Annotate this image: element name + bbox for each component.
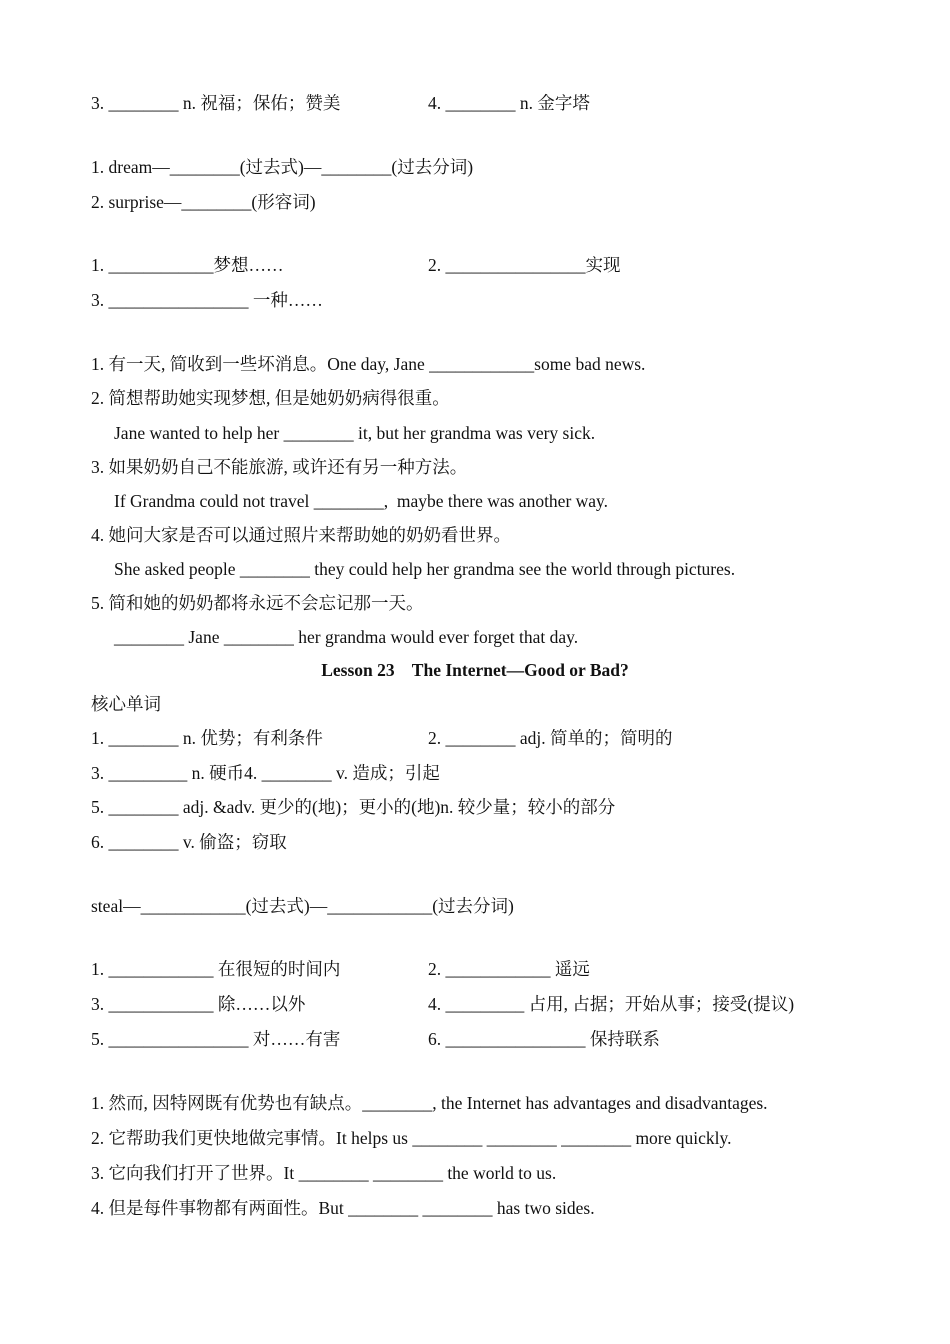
l23-phrase-item-3: 3. ____________ 除……以外 bbox=[91, 994, 306, 1014]
l23-phrase-item-1: 1. ____________ 在很短的时间内 bbox=[91, 959, 341, 979]
vocab-item-3: 3. ________ n. 祝福；保佑；赞美 bbox=[91, 93, 341, 113]
sentence-2-cn: 2. 简想帮助她实现梦想, 但是她奶奶病得很重。 bbox=[91, 388, 450, 408]
l23-vocab-item-3-4: 3. _________ n. 硬币4. ________ v. 造成；引起 bbox=[91, 763, 440, 783]
sentence-1: 1. 有一天, 简收到一些坏消息。One day, Jane ____________some bad news. bbox=[91, 354, 646, 374]
phrase-item-3: 3. ________________ 一种…… bbox=[91, 290, 323, 310]
l23-vocab-item-2: 2. ________ adj. 简单的；简明的 bbox=[428, 728, 673, 748]
phrase-item-2: 2. ________________实现 bbox=[428, 255, 621, 275]
l23-phrase-item-2: 2. ____________ 遥远 bbox=[428, 959, 590, 979]
sentence-5-en: ________ Jane ________ her grandma would ever forget that day. bbox=[114, 627, 579, 647]
sentence-4-en: She asked people ________ they could help her grandma see the world through pictures. bbox=[114, 559, 736, 579]
phrase-item-1: 1. ____________梦想…… bbox=[91, 255, 284, 275]
l23-vocab-item-6: 6. ________ v. 偷盗；窃取 bbox=[91, 832, 287, 852]
l23-sentence-3: 3. 它向我们打开了世界。It ________ ________ the world to us. bbox=[91, 1163, 557, 1183]
l23-sentence-4: 4. 但是每件事物都有两面性。But ________ ________ has two sides. bbox=[91, 1198, 595, 1218]
vocab-item-4: 4. ________ n. 金字塔 bbox=[428, 93, 590, 113]
l23-sentence-2: 2. 它帮助我们更快地做完事情。It helps us ________ ________ ________ more quickly. bbox=[91, 1128, 732, 1148]
l23-phrase-item-5: 5. ________________ 对……有害 bbox=[91, 1029, 341, 1049]
word-form-1: 1. dream—________(过去式)—________(过去分词) bbox=[91, 157, 474, 177]
lesson-title: Lesson 23 The Internet—Good or Bad? bbox=[321, 660, 629, 680]
sentence-2-en: Jane wanted to help her ________ it, but her grandma was very sick. bbox=[114, 423, 596, 443]
l23-word-form: steal—____________(过去式)—____________(过去分词) bbox=[91, 896, 514, 916]
l23-vocab-item-1: 1. ________ n. 优势；有利条件 bbox=[91, 728, 323, 748]
sentence-5-cn: 5. 简和她的奶奶都将永远不会忘记那一天。 bbox=[91, 593, 424, 613]
l23-phrase-item-6: 6. ________________ 保持联系 bbox=[428, 1029, 660, 1049]
sentence-4-cn: 4. 她问大家是否可以通过照片来帮助她的奶奶看世界。 bbox=[91, 525, 511, 545]
core-words-heading: 核心单词 bbox=[91, 694, 161, 714]
word-form-2: 2. surprise—________(形容词) bbox=[91, 192, 316, 212]
sentence-3-en: If Grandma could not travel ________, maybe there was another way. bbox=[114, 491, 609, 511]
l23-vocab-item-5: 5. ________ adj. &adv. 更少的(地)；更小的(地)n. 较少量；较小的部分 bbox=[91, 797, 616, 817]
l23-phrase-item-4: 4. _________ 占用, 占据；开始从事；接受(提议) bbox=[428, 994, 795, 1014]
sentence-3-cn: 3. 如果奶奶自己不能旅游, 或许还有另一种方法。 bbox=[91, 457, 468, 477]
l23-sentence-1: 1. 然而, 因特网既有优势也有缺点。________, the Internet has advantages and disadvantages. bbox=[91, 1093, 768, 1113]
